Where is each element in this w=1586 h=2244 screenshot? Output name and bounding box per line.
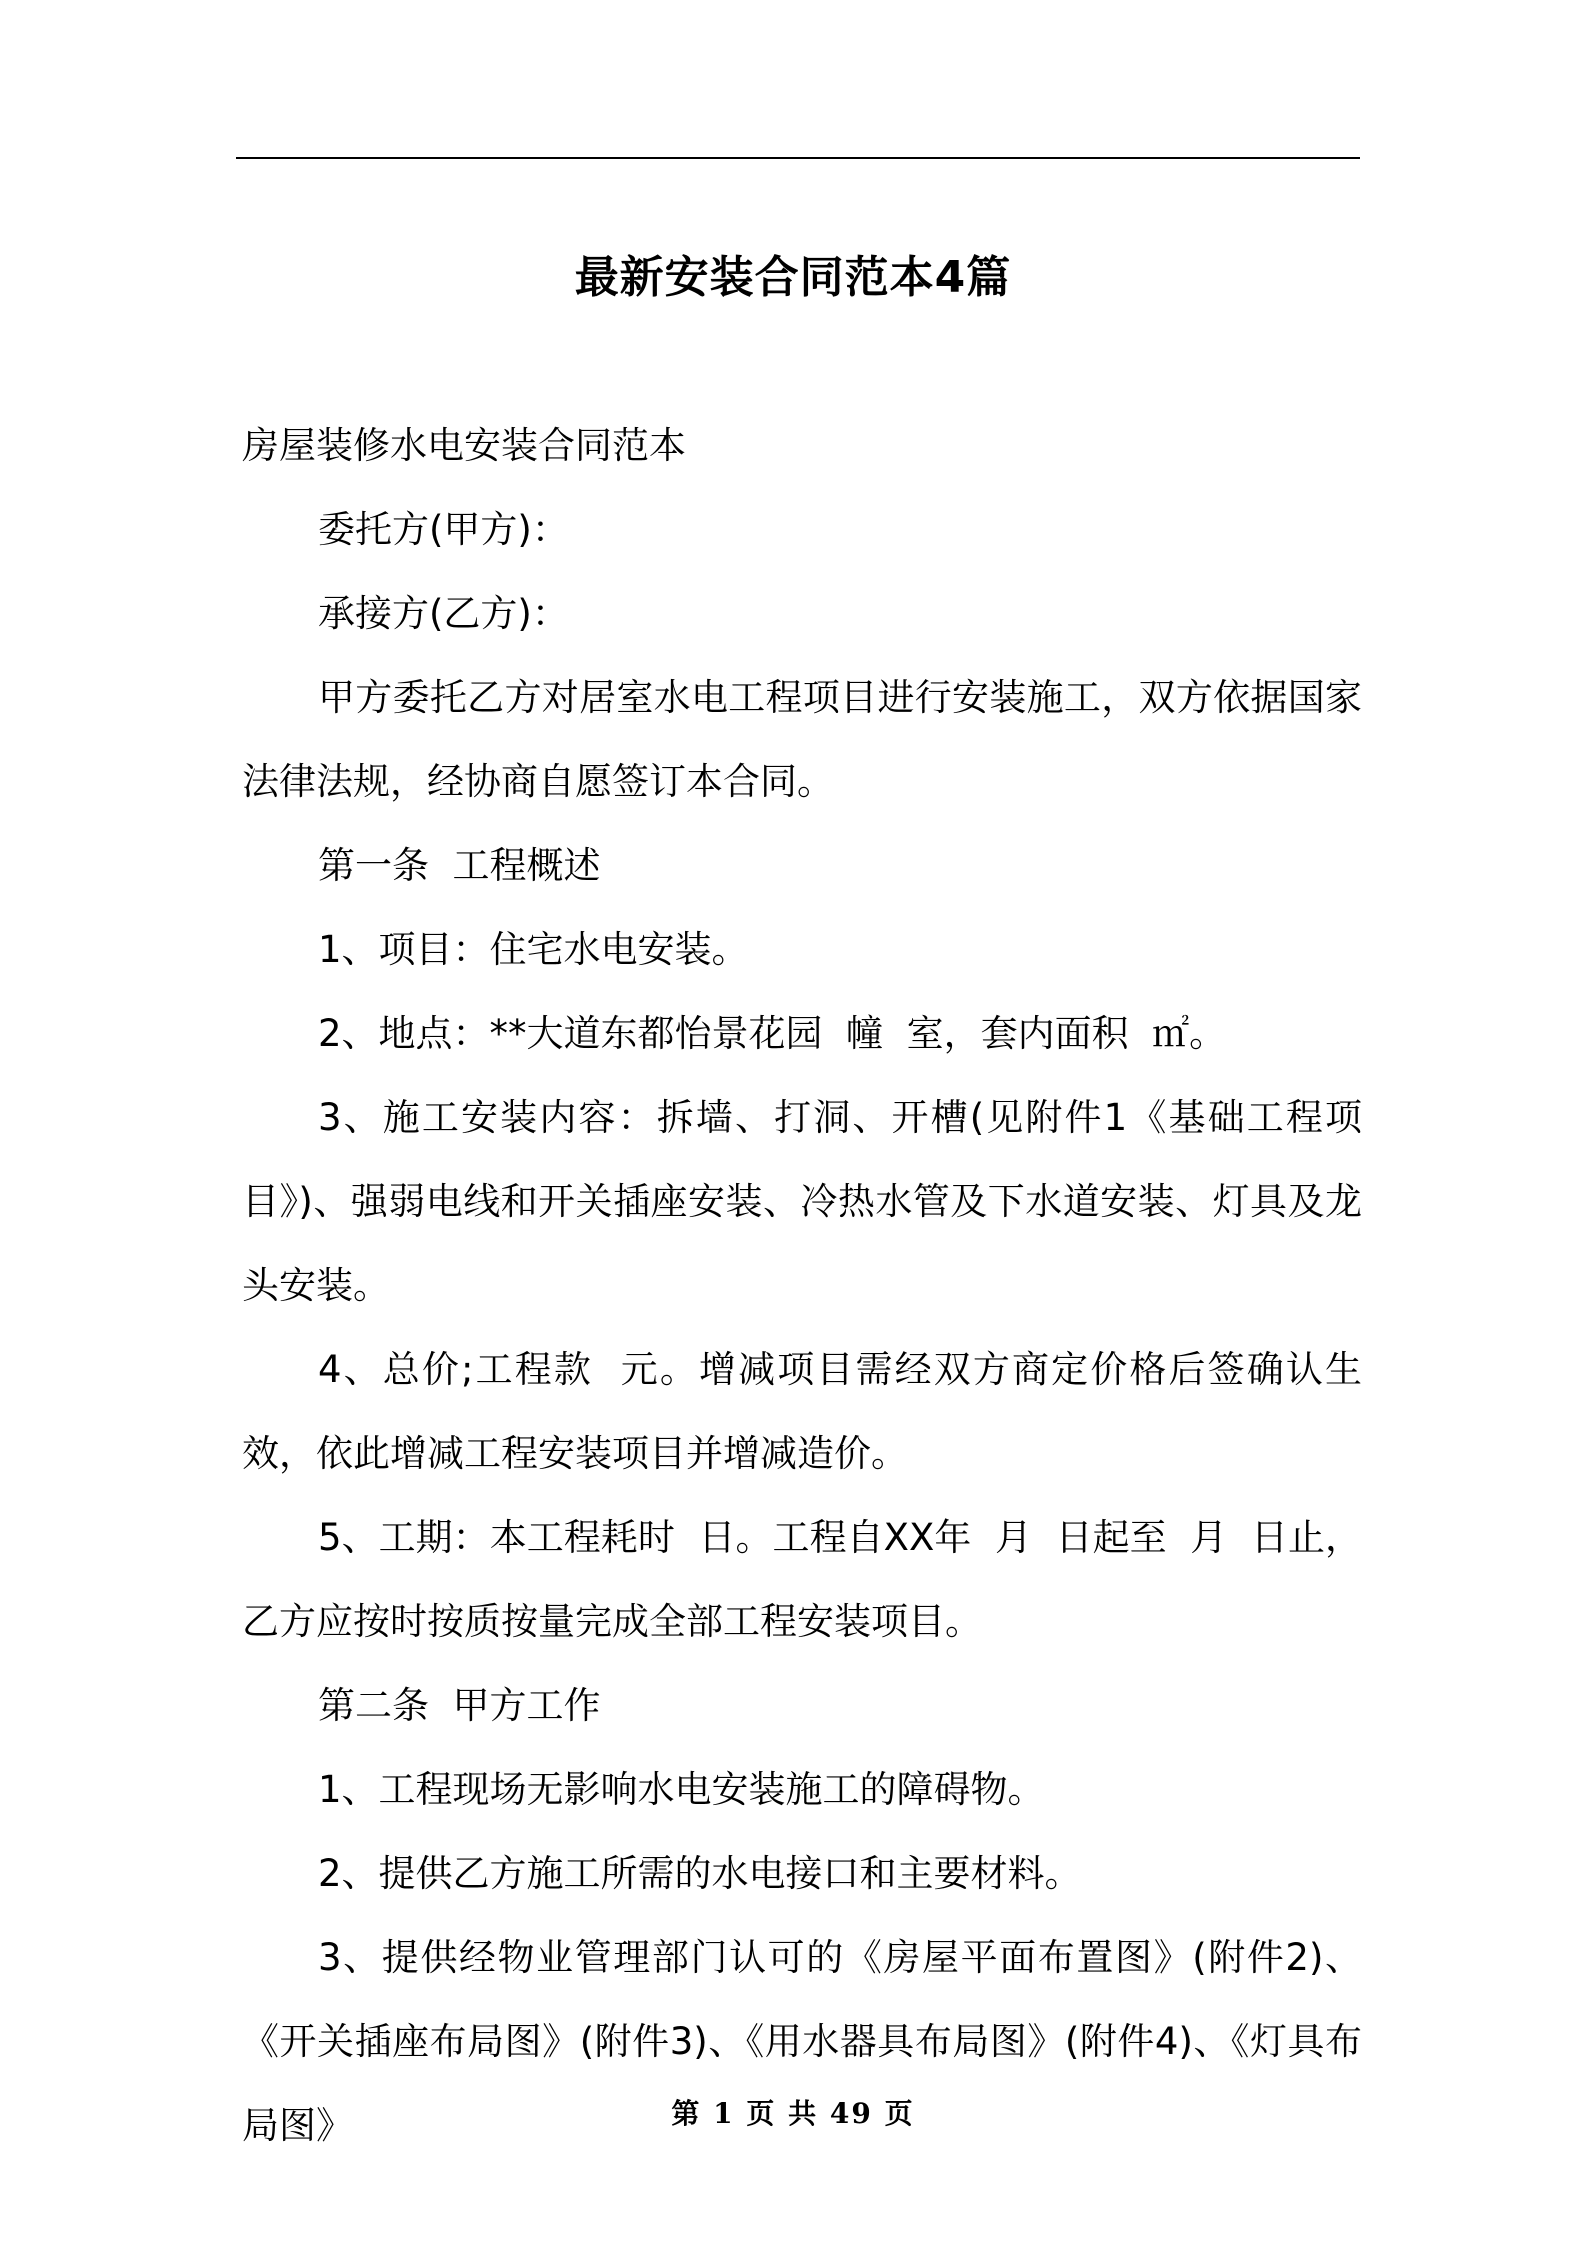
document-body: [242, 404, 1362, 2168]
header-rule: [236, 157, 1360, 159]
page-number: 第 1 页 共 49 页: [671, 2097, 915, 2130]
paragraph: 1、工程现场无影响水电安装施工的障碍物。: [318, 1768, 1045, 1811]
paragraph: 委托方(甲方)：: [318, 508, 569, 551]
paragraph: 2、地点：**大道东都怡景花园 幢 室，套内面积 ㎡。: [318, 1012, 1227, 1055]
paragraph: 承接方(乙方)：: [318, 592, 569, 635]
paragraph: 2、提供乙方施工所需的水电接口和主要材料。: [318, 1852, 1082, 1895]
paragraph: 3、提供经物业管理部门认可的《房屋平面布置图》(附件2)、《开关插座布局图》(附件3)、《用水器具布局图》(附件4)、《灯具布局图》: [242, 1936, 1362, 2147]
paragraph: 甲方委托乙方对居室水电工程项目进行安装施工，双方依据国家法律法规，经协商自愿签订本合同。: [242, 676, 1362, 803]
document-title: 最新安装合同范本4篇: [574, 252, 1012, 304]
paragraph: 1、项目：住宅水电安装。: [318, 928, 749, 971]
paragraph: 3、施工安装内容：拆墙、打洞、开槽(见附件1《基础工程项目》)、强弱电线和开关插座安装、冷热水管及下水道安装、灯具及龙头安装。: [242, 1096, 1362, 1307]
paragraph: 5、工期：本工程耗时 日。工程自XX年 月 日起至 月 日止，乙方应按时按质按量完成全部工程安装项目。: [242, 1516, 1362, 1643]
section-heading: 房屋装修水电安装合同范本: [242, 424, 686, 467]
article-heading: 第一条 工程概述: [318, 844, 601, 887]
article-heading: 第二条 甲方工作: [318, 1684, 601, 1727]
paragraph: 4、总价;工程款 元。增减项目需经双方商定价格后签确认生效，依此增减工程安装项目并增减造价。: [242, 1348, 1362, 1475]
